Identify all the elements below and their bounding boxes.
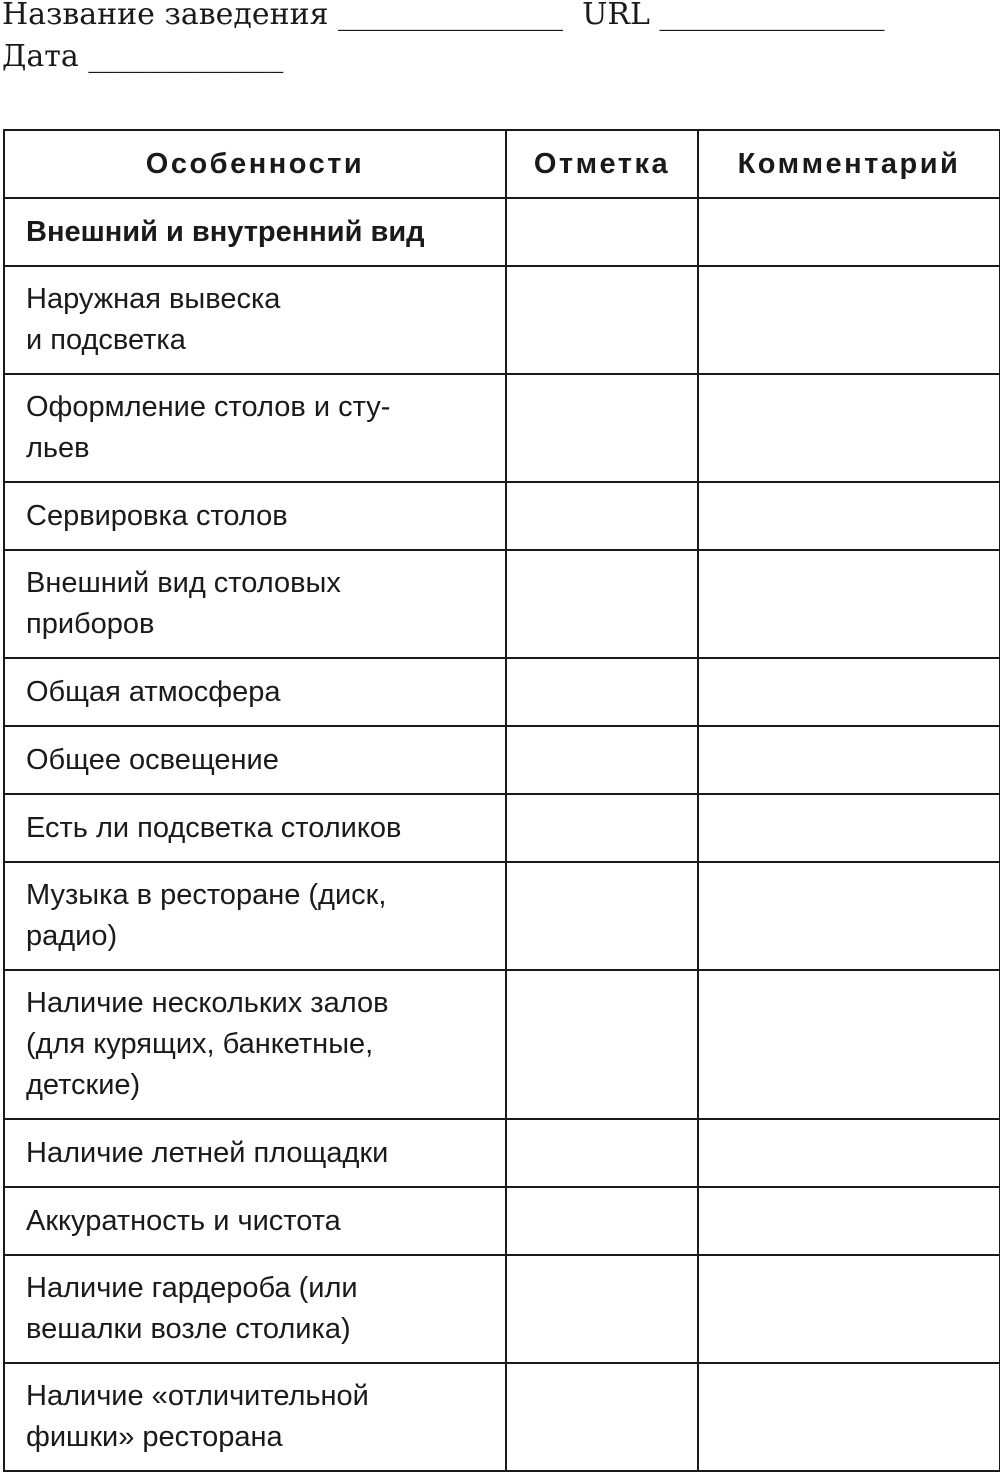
features-checklist-table	[3, 129, 1000, 1472]
column-header-comment: Комментарий	[698, 130, 1000, 198]
section-heading-cell: Внешний и внутренний вид	[4, 198, 506, 266]
feature-cell: Сервировка столов	[4, 482, 506, 550]
table-row	[4, 1363, 1000, 1471]
establishment-name-field[interactable]: _______________	[338, 0, 564, 32]
comment-cell[interactable]	[698, 970, 1000, 1119]
feature-cell	[4, 266, 506, 374]
comment-cell[interactable]	[698, 198, 1000, 266]
feature-text-line: Оформление столов и сту-	[26, 391, 391, 423]
comment-cell[interactable]	[698, 550, 1000, 658]
feature-text-line: Музыка в ресторане (диск,	[26, 879, 387, 911]
table-row	[4, 794, 1000, 862]
feature-cell	[4, 862, 506, 970]
table-row	[4, 482, 1000, 550]
comment-cell[interactable]	[698, 1119, 1000, 1187]
mark-cell[interactable]	[506, 374, 698, 482]
table-row	[4, 1119, 1000, 1187]
feature-text-line: Наличие «отличительной	[26, 1380, 369, 1412]
feature-cell	[4, 1255, 506, 1363]
column-header-mark: Отметка	[506, 130, 698, 198]
feature-cell	[4, 1363, 506, 1471]
mark-cell[interactable]	[506, 198, 698, 266]
mark-cell[interactable]	[506, 1363, 698, 1471]
feature-text-line: Наличие гардероба (или	[26, 1272, 358, 1304]
date-label: Дата	[2, 39, 79, 74]
feature-text-line: радио)	[26, 920, 118, 952]
table-row	[4, 1255, 1000, 1363]
feature-cell: Общее освещение	[4, 726, 506, 794]
table-row	[4, 658, 1000, 726]
table-row	[4, 550, 1000, 658]
comment-cell[interactable]	[698, 482, 1000, 550]
table-header-row	[4, 130, 1000, 198]
table-row	[4, 266, 1000, 374]
comment-cell[interactable]	[698, 266, 1000, 374]
header-date-line	[2, 39, 284, 74]
table-row	[4, 374, 1000, 482]
url-field[interactable]: _______________	[659, 0, 885, 32]
mark-cell[interactable]	[506, 970, 698, 1119]
column-header-features: Особенности	[4, 130, 506, 198]
comment-cell[interactable]	[698, 658, 1000, 726]
feature-text-line: приборов	[26, 608, 155, 640]
mark-cell[interactable]	[506, 550, 698, 658]
feature-text-line: (для курящих, банкетные,	[26, 1028, 374, 1060]
comment-cell[interactable]	[698, 862, 1000, 970]
table-row	[4, 198, 1000, 266]
url-label: URL	[582, 0, 650, 32]
mark-cell[interactable]	[506, 1255, 698, 1363]
feature-cell: Общая атмосфера	[4, 658, 506, 726]
feature-cell	[4, 550, 506, 658]
comment-cell[interactable]	[698, 1363, 1000, 1471]
mark-cell[interactable]	[506, 1119, 698, 1187]
mark-cell[interactable]	[506, 794, 698, 862]
establishment-name-label: Название заведения	[2, 0, 329, 32]
feature-cell: Есть ли подсветка столиков	[4, 794, 506, 862]
date-field[interactable]: _____________	[88, 39, 284, 74]
mark-cell[interactable]	[506, 1187, 698, 1255]
feature-text-line: фишки» ресторана	[26, 1421, 283, 1453]
mark-cell[interactable]	[506, 726, 698, 794]
feature-text-line: Наличие нескольких залов	[26, 987, 389, 1019]
feature-text-line: вешалки возле столика)	[26, 1313, 351, 1345]
feature-cell	[4, 970, 506, 1119]
mark-cell[interactable]	[506, 658, 698, 726]
feature-text-line: детские)	[26, 1069, 141, 1101]
feature-cell: Аккуратность и чистота	[4, 1187, 506, 1255]
table-row	[4, 970, 1000, 1119]
mark-cell[interactable]	[506, 862, 698, 970]
feature-text-line: льев	[26, 432, 90, 464]
feature-text-line: Наружная вывеска	[26, 283, 281, 315]
table-row	[4, 1187, 1000, 1255]
feature-text-line: и подсветка	[26, 324, 186, 356]
comment-cell[interactable]	[698, 374, 1000, 482]
mark-cell[interactable]	[506, 482, 698, 550]
header-name-url-line	[2, 0, 884, 30]
table-row	[4, 862, 1000, 970]
feature-text-line: Внешний вид столовых	[26, 567, 341, 599]
comment-cell[interactable]	[698, 726, 1000, 794]
comment-cell[interactable]	[698, 1187, 1000, 1255]
mark-cell[interactable]	[506, 266, 698, 374]
comment-cell[interactable]	[698, 794, 1000, 862]
feature-cell: Наличие летней площадки	[4, 1119, 506, 1187]
feature-cell	[4, 374, 506, 482]
table-row	[4, 726, 1000, 794]
comment-cell[interactable]	[698, 1255, 1000, 1363]
